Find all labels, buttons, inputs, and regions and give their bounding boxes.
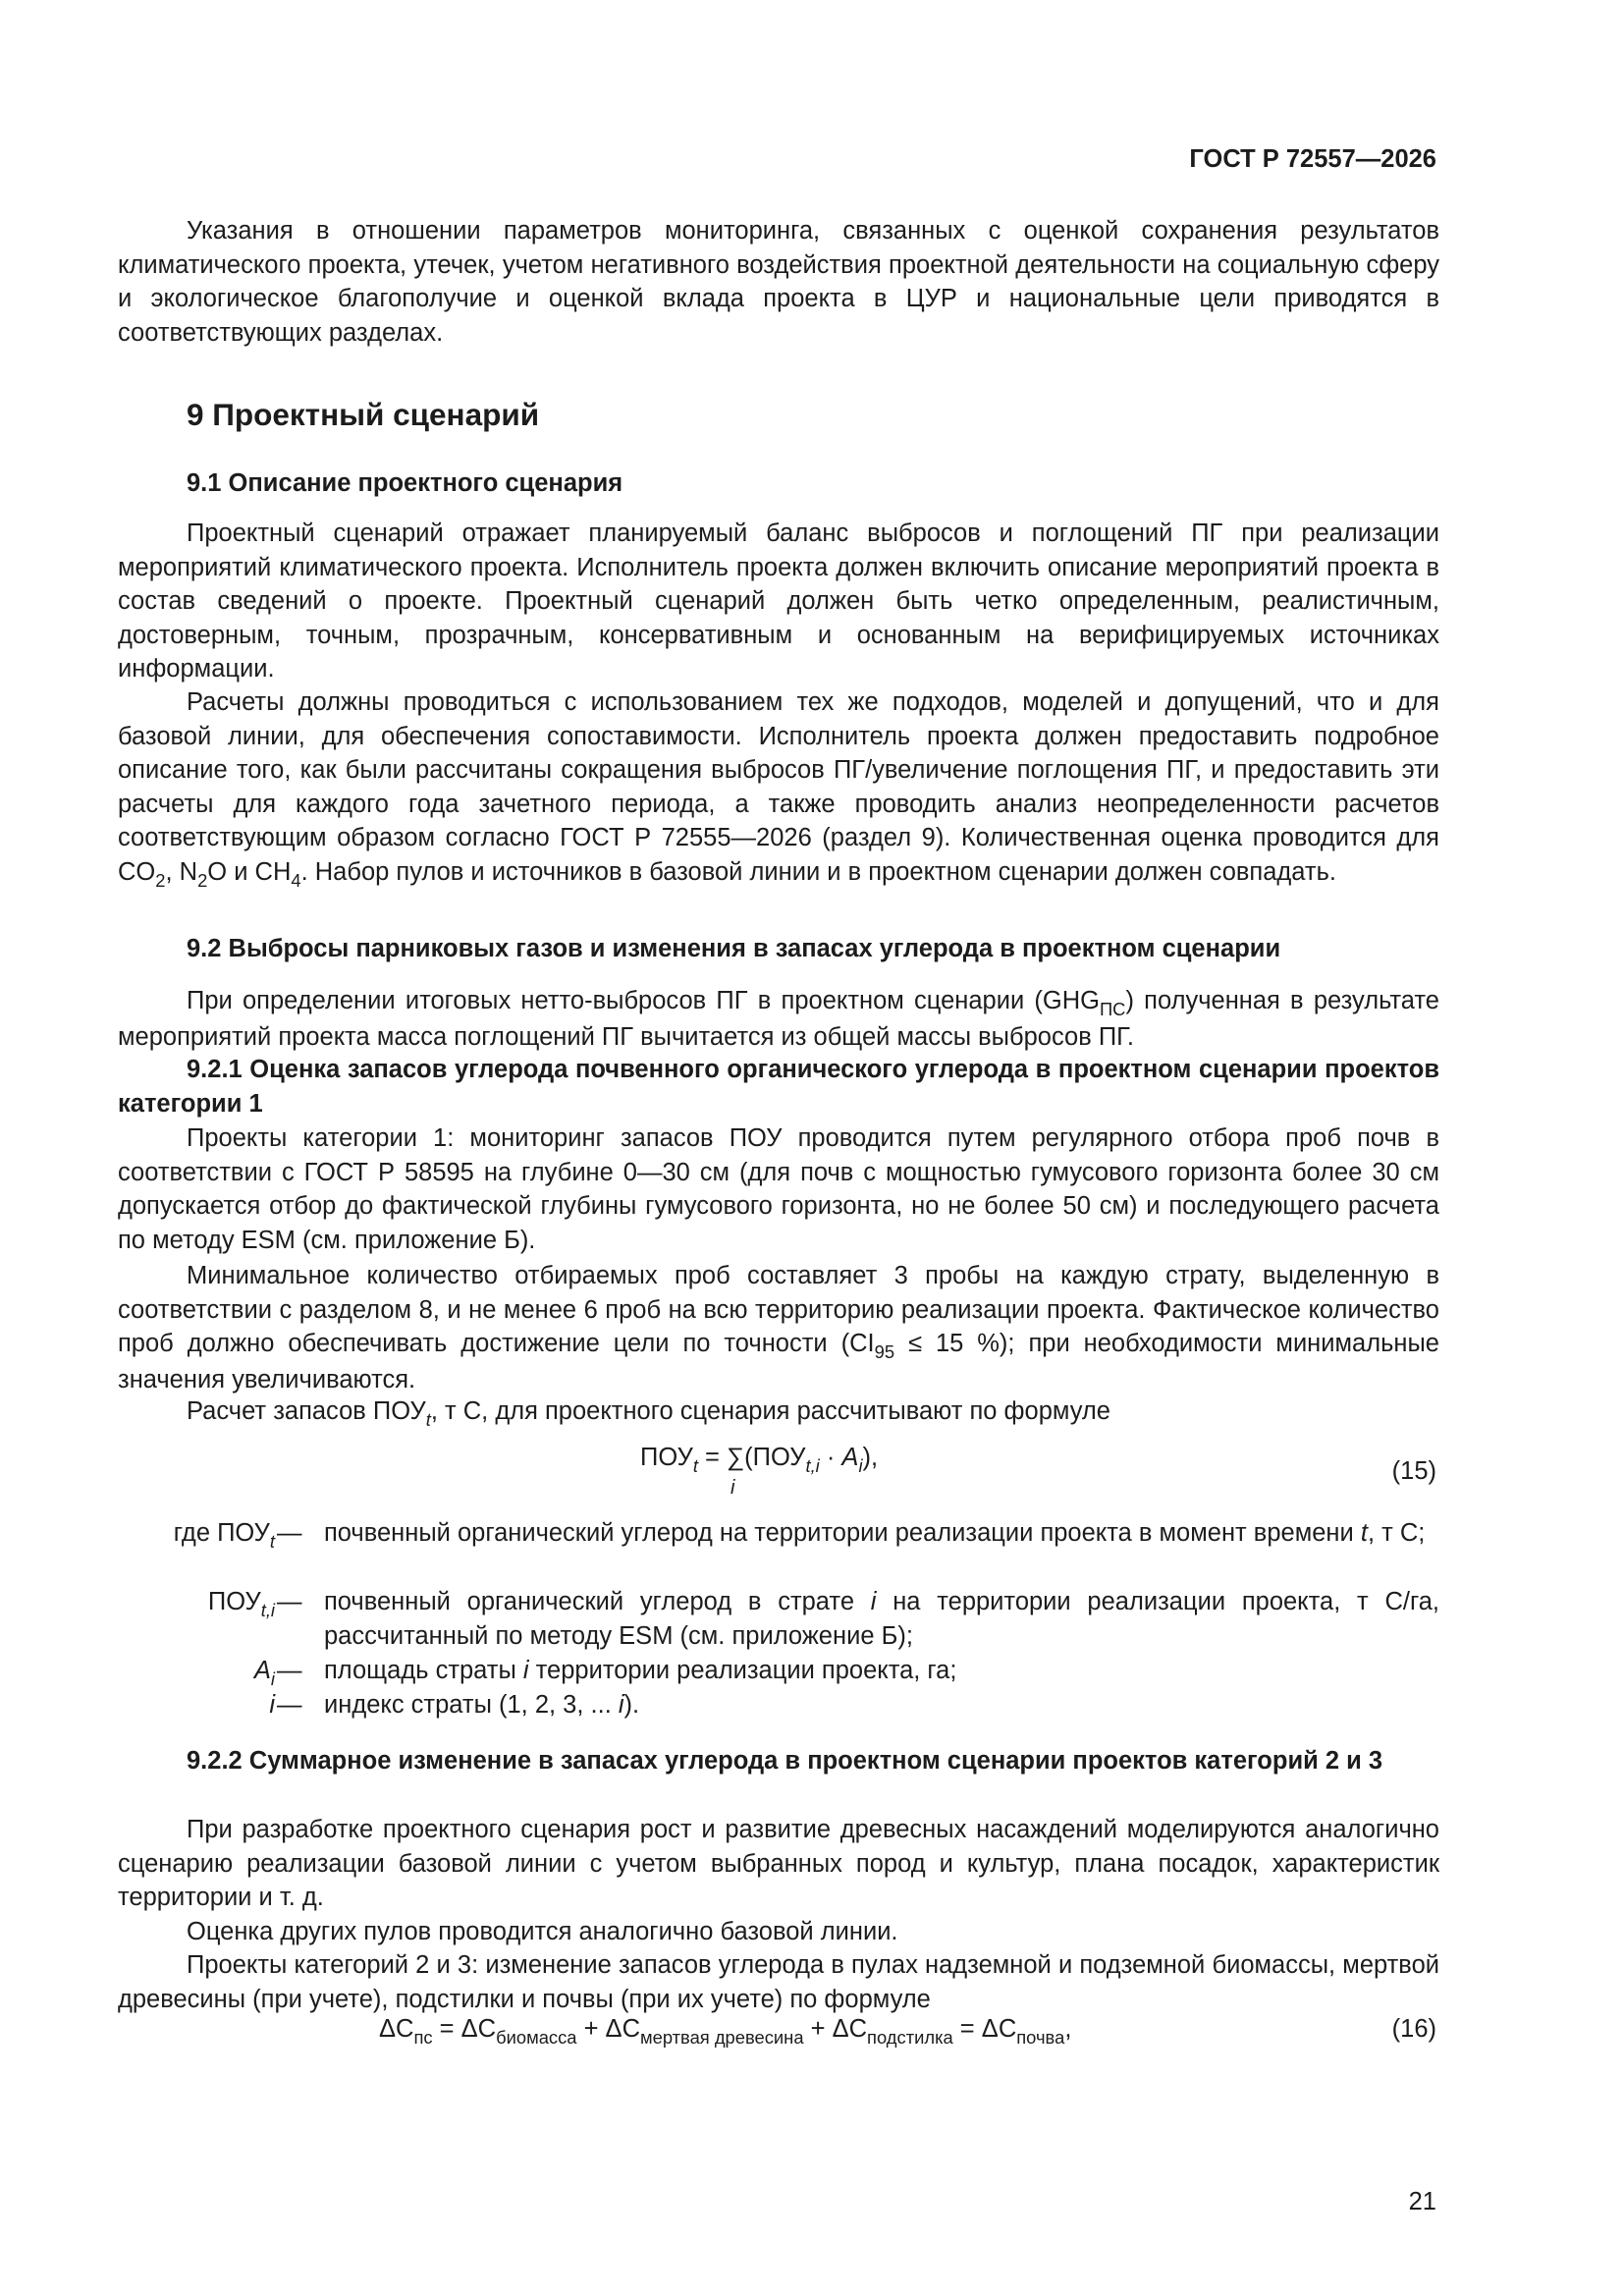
section-9-2-1-paragraph-3: Расчет запасов $ПОУ_t$, т С, для проектного сценария рассчитывают по формуле: [187, 1397, 1110, 1430]
section-9-2-1-paragraph-2: Минимальное количество отбираемых проб составляет 3 пробы на каждую страту, выделенную в соответствии с разделом 8, и не менее 6 проб на всю территорию реализации проекта. Фактическое количество проб должно обеспечивать достижение цели по точности ($CI_{95} \le 15$ %); при необходимости минимальные значения увеличиваются.: [118, 1262, 1439, 1394]
definition-a-i: $A_i$ — площадь страты i территории реализации проекта, га;: [253, 1657, 957, 1689]
definition-pou-t: где $ПОУ_t$ — почвенный органический углерод на территории реализации проекта в момент времени t, т С;: [173, 1519, 1426, 1552]
formula-15: $ПОУ_t$ = ∑ i $(ПОУ_{t,i} \cdot A_i)$,: [640, 1444, 879, 1499]
section-9-1-title: 9.1 Описание проектного сценария: [187, 469, 623, 497]
section-9-1-paragraph-2: Расчеты должны проводиться с использованием тех же подходов, моделей и допущений, что и для базовой линии, для обеспечения сопоставимости. Исполнитель проекта должен предоставить подробное описание того, как были рассчитаны сокращения выбросов ПГ/увеличение поглощения ПГ, и предоставить эти расчеты для каждого года зачетного периода, а также проводить анализ неопределенности расчетов соответствующим образом согласно ГОСТ Р 72555—2026 (раздел 9). Количественная оценка проводится для $CO_2$, $N_2O$ и $CH_4$. Набор пулов и источников в базовой линии и в проектном сценарии должен совпадать.: [118, 688, 1439, 891]
section-9-2-2-paragraph-3: Проекты категорий 2 и 3: изменение запасов углерода в пулах надземной и подземной биомассы, мертвой древесины (при учете), подстилки и почвы (при их учете) по формуле: [118, 1951, 1439, 2013]
section-9-2-title: 9.2 Выбросы парниковых газов и изменения в запасах углерода в проектном сценарии: [187, 935, 1281, 962]
definition-i: i — индекс страты (1, 2, 3, ... i).: [269, 1691, 640, 1719]
section-9-1-paragraph-1: Проектный сценарий отражает планируемый баланс выбросов и поглощений ПГ при реализации мероприятий климатического проекта. Исполнитель проекта должен включить описание мероприятий проекта в состав сведений о проекте. Проектный сценарий должен быть четко определенным, реалистичным, достоверным, точным, прозрачным, консервативным и основанным на верифицируемых источниках информации.: [118, 519, 1439, 683]
definition-pou-ti: $ПОУ_{t,i}$ — почвенный органический углерод в страте i на территории реализации проекта, т С/га, рассчитанный по методу ESM (см. приложение Б);: [207, 1588, 1439, 1650]
section-9-2-1-paragraph-1: Проекты категории 1: мониторинг запасов ПОУ проводится путем регулярного отбора проб почв в соответствии с ГОСТ Р 58595 на глубине 0—30 см (для почв с мощностью гумусового горизонта более 30 см допускается отбор до фактической глубины гумусового горизонта, но не более 50 см) и последующего расчета по методу ESM (см. приложение Б).: [118, 1124, 1439, 1254]
page-number: 21: [1408, 2188, 1436, 2215]
section-9-2-1-title: 9.2.1 Оценка запасов углерода почвенного органического углерода в проектном сценарии проектов категории 1: [118, 1056, 1439, 1118]
section-9-2-2-paragraph-1: При разработке проектного сценария рост и развитие древесных насаждений моделируются аналогично сценарию реализации базовой линии с учетом выбранных пород и культур, плана посадок, характеристик территории и т. д.: [118, 1816, 1439, 1911]
section-9-2-paragraph: При определении итоговых нетто-выбросов ПГ в проектном сценарии $(GHG_{ПС})$ полученная в результате мероприятий проекта масса поглощений ПГ вычитается из общей массы выбросов ПГ.: [118, 987, 1439, 1051]
formula-15-number: (15): [1391, 1457, 1436, 1485]
intro-paragraph: Указания в отношении параметров мониторинга, связанных с оценкой сохранения результатов климатического проекта, утечек, учетом негативного воздействия проектной деятельности на социальную сферу и экологическое благополучие и оценкой вклада проекта в ЦУР и национальные цели приводятся в соответствующих разделах.: [118, 217, 1439, 347]
document-code-header: ГОСТ Р 72557—2026: [1189, 145, 1436, 173]
section-9-2-2-title: 9.2.2 Суммарное изменение в запасах углерода в проектном сценарии проектов категорий 2 и 3: [187, 1747, 1383, 1775]
section-9-2-2-paragraph-2: Оценка других пулов проводится аналогично базовой линии.: [187, 1918, 898, 1945]
formula-16-number: (16): [1391, 2015, 1436, 2043]
formula-16: $\Delta C_{пс} = \Delta C_{биомасса} + \Delta C_{мертвая древесина} + \Delta C_{подстилка} = \Delta C_{почва}$,: [379, 2015, 1072, 2048]
section-9-title: 9 Проектный сценарий: [187, 397, 540, 432]
